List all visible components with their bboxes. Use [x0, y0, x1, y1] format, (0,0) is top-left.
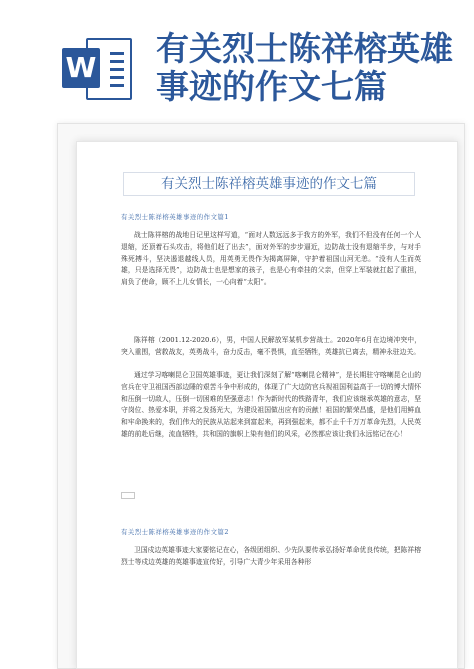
- paragraph-3: 通过学习喀喇昆仑卫国英雄事迹，更让我们深刻了解“喀喇昆仑精神”，是长期驻守喀喇昆仑山的官兵在守卫祖国西部边陲的艰苦斗争中形成的，体现了广大边防官兵视祖国利益高于一切的博大情怀和压倒一切敌人，压倒一切困难的坚强意志！作为新时代的铁路青年，我们应该继承英雄的意志，坚守岗位、热爱本职，并将之发扬光大，为建设祖国做出应有的贡献！祖国的繁荣昌盛，是他们用鲜血和牢命换来的，我们伟大的民族从站起来到富起来，再到强起来，都不止千千万万革命先烈，人民英雄的前赴后继，流血牺牲，共和国的旗帜上染有他们的风采，必然都应该让我们永远铭记在心！: [121, 371, 421, 438]
- placeholder-box: [121, 492, 135, 499]
- document-page: [76, 141, 458, 669]
- section-heading-2: 有关烈士陈祥榕英雄事迹的作文篇2: [121, 528, 229, 536]
- page-title: 有关烈士陈祥榕英雄事迹的作文七篇: [156, 29, 453, 106]
- section-heading-1: 有关烈士陈祥榕英雄事迹的作文篇1: [121, 213, 229, 221]
- paragraph-4: 卫国戍边英雄事迹大家要铭记在心，各级团组织、少先队要传承弘扬好革命优良传统，把陈祥榕烈士等戍边英雄的英雄事迹宣传好，引导广大青少年采用各种形: [121, 546, 421, 566]
- paragraph-2: 陈祥榕（2001.12-2020.6），男，中国人民解放军某机步营战士。2020年6月在边境冲突中，突入重围，营救战友，英勇战斗，奋力反击，毫不畏惧，直至牺牲，英雄抗已离去，精神永驻边关。: [121, 336, 421, 356]
- paragraph-1: 战士陈祥榕的战地日记里这样写道，“面对人数远远多于我方的外军，我们不但没有任何一个人退缩，还顶着石头攻击，将他们赶了出去”，面对外军的步步逼近，边防战士没有退缩半步，与对手殊死搏斗，坚决遏退越线人员，用英勇无畏作为揭离屏障，守护着祖国山河无恙。“没有人生而英雄，只是选择无畏”，边防战士也是想家的孩子，也是心有牵挂的父亲，但穿上军装就扛起了重担，肩负了使命，顾不上儿女情长，一心向着“太阳”。: [121, 231, 421, 287]
- word-badge-icon: W: [62, 48, 100, 88]
- word-logo: [62, 38, 132, 100]
- document-title: 有关烈士陈祥榕英雄事迹的作文七篇: [123, 172, 415, 196]
